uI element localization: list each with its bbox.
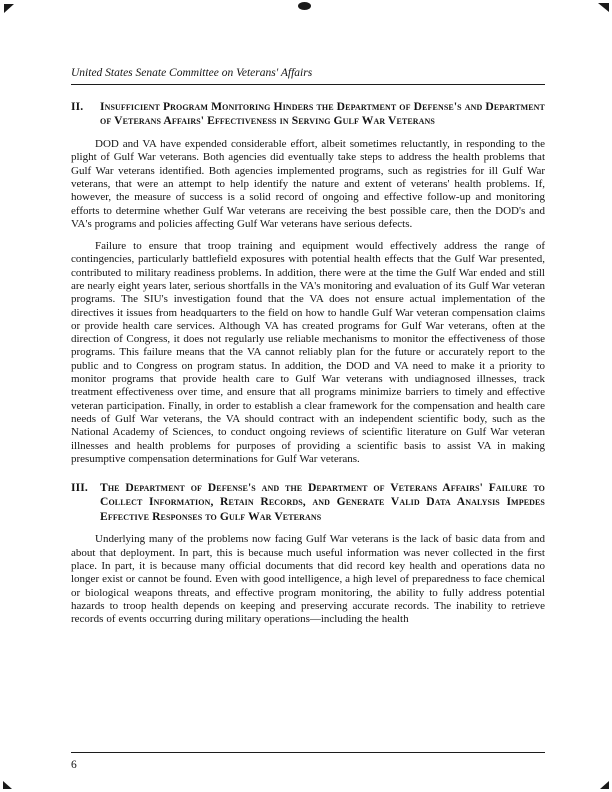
section-iii-paragraph-1: Underlying many of the problems now facing Gulf War veterans is the lack of basic data from and about that deployment. In part, this is because much useful information was never collected in the first place. In part, it is because many official documents that did record key health and operations data no longer exist or cannot be found. Even with good intelligence, a high level of preparedness to face chemical or biological weapons threats, and effective program monitoring, the ability to fully address potential hazards to troop health depends on keeping and preserving accurate records. The inability to retrieve records of events occurring during military operations—including the health	[71, 533, 545, 626]
page-footer	[71, 752, 545, 771]
section-ii-heading	[71, 100, 545, 128]
section-ii-heading-text: Insufficient Program Monitoring Hinders the Department of Defense's and Department of Veterans Affairs' Effectiveness in Serving Gulf War Veterans	[100, 100, 545, 128]
section-iii	[71, 481, 545, 626]
section-iii-heading-text: The Department of Defense's and the Department of Veterans Affairs' Failure to Collect Information, Retain Records, and Generate Valid Data Analysis Impedes Effective Responses to Gulf War Veterans	[100, 481, 545, 523]
scan-artifact-top-center	[298, 2, 311, 10]
section-ii-number: II.	[71, 100, 84, 113]
running-header: United States Senate Committee on Veterans' Affairs	[71, 66, 545, 85]
page-number: 6	[71, 759, 77, 771]
page-content	[71, 66, 545, 626]
section-iii-number: III.	[71, 481, 88, 495]
scan-artifact-top-left	[4, 4, 14, 13]
section-iii-heading	[71, 481, 545, 524]
section-ii-paragraph-1: DOD and VA have expended considerable effort, albeit sometimes reluctantly, in responding to the plight of Gulf War veterans. Both agencies did eventually take steps to address the health problems that Gulf War veterans identified. Both agencies implemented programs, such as registries for ill Gulf War veterans, that were an attempt to help identify the nature and extent of veterans' health problems. If, however, the measure of success is a solid record of ongoing and effective follow-up and monitoring efforts to determine whether Gulf War veterans are receiving the best possible care, then the DOD's and VA's programs and policies affecting Gulf War veterans have serious defects.	[71, 138, 545, 230]
section-ii-paragraph-2: Failure to ensure that troop training and equipment would effectively address the range of contingencies, particularly battlefield exposures with potential health effects that the Gulf War presented, contributed to military readiness problems. In addition, there were at the time the Gulf War ended and still are nearly eight years later, serious shortfalls in the VA's monitoring and evaluation of its Gulf War veteran programs. The SIU's investigation found that the VA does not ensure actual implementation of the directives it issues from headquarters to the field on how to handle Gulf War veteran compensation claims or provide health care services. Although VA has created programs for Gulf War veterans, often at the direction of Congress, it does not regularly use reliable mechanisms to monitor the effectiveness of those programs. This failure means that the VA cannot reliably plan for the future or accurately report to the public and to Congress on program status. In addition, the DOD and VA need to make it a priority to monitor programs that provide health care to Gulf War veterans with undiagnosed illnesses, track treatment effectiveness over time, and ensure that all programs minimize barriers to timely and effective veteran participation. Finally, in order to establish a clear framework for the compensation and health care needs of Gulf War veterans, the VA should contract with an independent scientific body, such as the National Academy of Sciences, to conduct ongoing reviews of scientific literature on Gulf War veteran illnesses and health problems for purposes of providing a scientific basis to assist VA in making presumptive compensation determinations for Gulf War veterans.	[71, 240, 545, 465]
section-ii	[71, 100, 545, 466]
scan-artifact-top-right	[598, 3, 609, 12]
scan-artifact-bottom-right	[600, 781, 609, 789]
scan-artifact-bottom-left	[3, 781, 12, 789]
